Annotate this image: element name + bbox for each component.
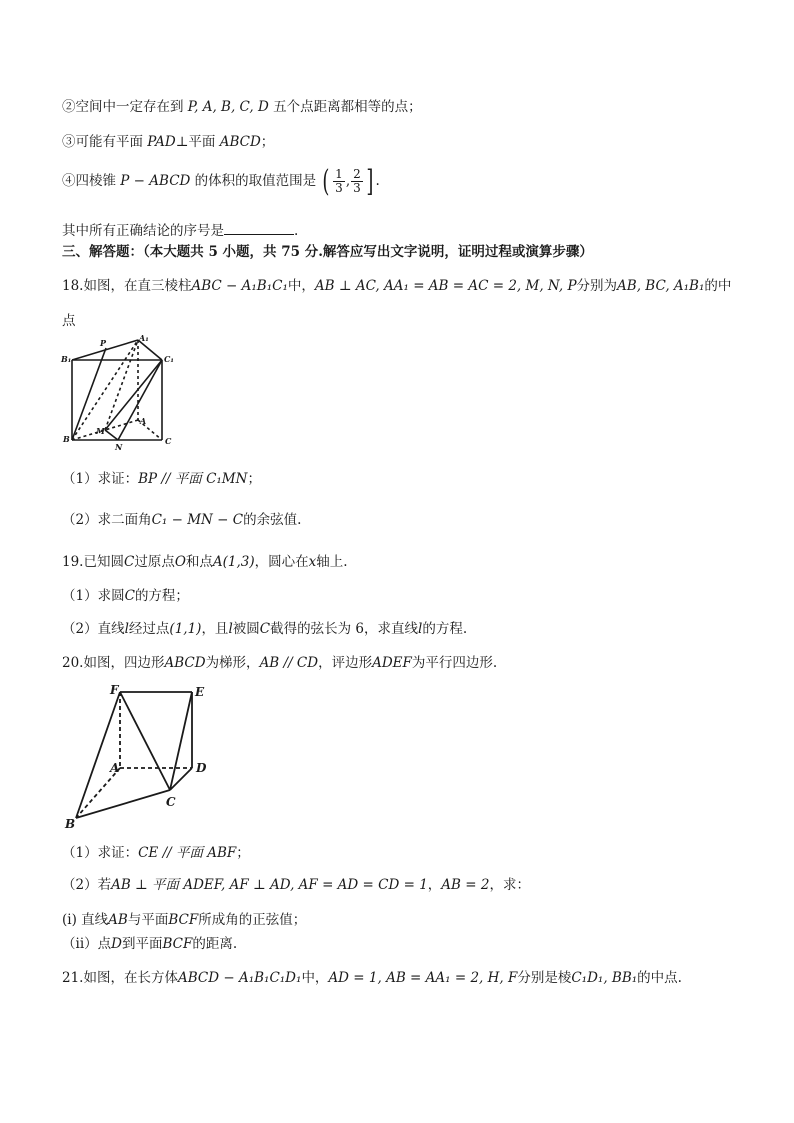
q20-part-2-i: (i) 直线AB与平面BCF所成角的正弦值； (62, 912, 307, 928)
label-c1: C₁ (164, 354, 174, 364)
label-b1: B₁ (61, 354, 72, 364)
q20-stem: 20.如图，四边形ABCD为梯形，AB // CD，评边形ADEF为平行四边形. (62, 655, 498, 671)
q18-stem: 18.如图，在直三棱柱ABC − A₁B₁C₁中，AB ⊥ AC, AA₁ = AB = AC = 2, M, N, P分别为AB, BC, A₁B₁的中 (62, 278, 732, 294)
segment-n-c1 (118, 360, 162, 440)
prism-figure (60, 332, 180, 452)
edge-f-c (120, 692, 170, 790)
q19-part-1: （1）求圆C的方程； (62, 588, 189, 604)
label-d: D (196, 761, 207, 775)
segment-m-a1 (105, 340, 138, 430)
label-m: M (96, 426, 105, 436)
fraction-one-third: $\frac{1}{3}$ (335, 167, 343, 195)
label-c: C (166, 795, 176, 809)
edge-a1-c1 (138, 340, 162, 360)
segment-m-n (105, 430, 118, 440)
label-e: E (195, 685, 205, 699)
q18-part-1: （1）求证：BP // 平面 C₁MN； (62, 471, 261, 487)
section-heading: 三、解答题：（本大题共 5 小题，共 75 分.解答应写出文字说明，证明过程或演算步骤） (62, 244, 593, 260)
q20-part-2: （2）若AB ⊥ 平面 ADEF, AF ⊥ AD, AF = AD = CD = 1，AB = 2，求： (62, 877, 530, 893)
segment-b-a1 (72, 340, 138, 440)
answer-prompt: 其中所有正确结论的序号是 . (62, 220, 298, 240)
q18-stem-cont: 点 (62, 313, 76, 329)
q18-part-2: （2）求二面角C₁ − MN − C的余弦值. (62, 512, 302, 528)
edge-f-b (76, 692, 120, 818)
edge-b-c (76, 790, 170, 818)
statement-2: ②空间中一定存在到 P, A, B, C, D 五个点距离都相等的点； (62, 99, 422, 115)
label-p: P (100, 338, 107, 348)
segment-m-c1 (105, 360, 162, 430)
points-list: P, A, B, C, D (187, 99, 269, 115)
statement-4: ④四棱锥 P − ABCD 的体积的取值范围是 ( $\frac{1}{3}$ , $\frac{2}{3}$ ] . (62, 163, 380, 199)
label-b: B (63, 434, 70, 444)
label-c: C (165, 436, 172, 446)
trapezoid-figure (62, 682, 222, 832)
edge-a-b (76, 768, 120, 818)
q19-part-2: （2）直线l经过点(1,1)，且l被圆C截得的弦长为 6，求直线l的方程. (62, 621, 468, 637)
answer-blank[interactable] (224, 220, 294, 235)
q20-part-1: （1）求证：CE // 平面 ABF； (62, 845, 250, 861)
label-a: A (110, 761, 120, 775)
statement-3: ③可能有平面 PAD⊥平面 ABCD； (62, 134, 275, 150)
fraction-two-thirds: $\frac{2}{3}$ (353, 167, 361, 195)
label-a1: A₁ (139, 333, 149, 343)
edge-e-c (170, 692, 192, 790)
left-paren: ( (322, 163, 330, 199)
label-a: A (140, 416, 147, 426)
label-n: N (115, 442, 123, 452)
label-b: B (65, 817, 76, 831)
q19-stem: 19.已知圆C过原点O和点A(1,3)，圆心在x轴上. (62, 554, 348, 570)
q20-part-2-ii: （ii）点D到平面BCF的距离. (62, 936, 238, 952)
q21-stem: 21.如图，在长方体ABCD − A₁B₁C₁D₁中，AD = 1, AB = AA₁ = 2, H, F分别是棱C₁D₁, BB₁的中点. (62, 970, 682, 986)
label-f: F (110, 683, 119, 697)
right-bracket: ] (366, 163, 374, 199)
